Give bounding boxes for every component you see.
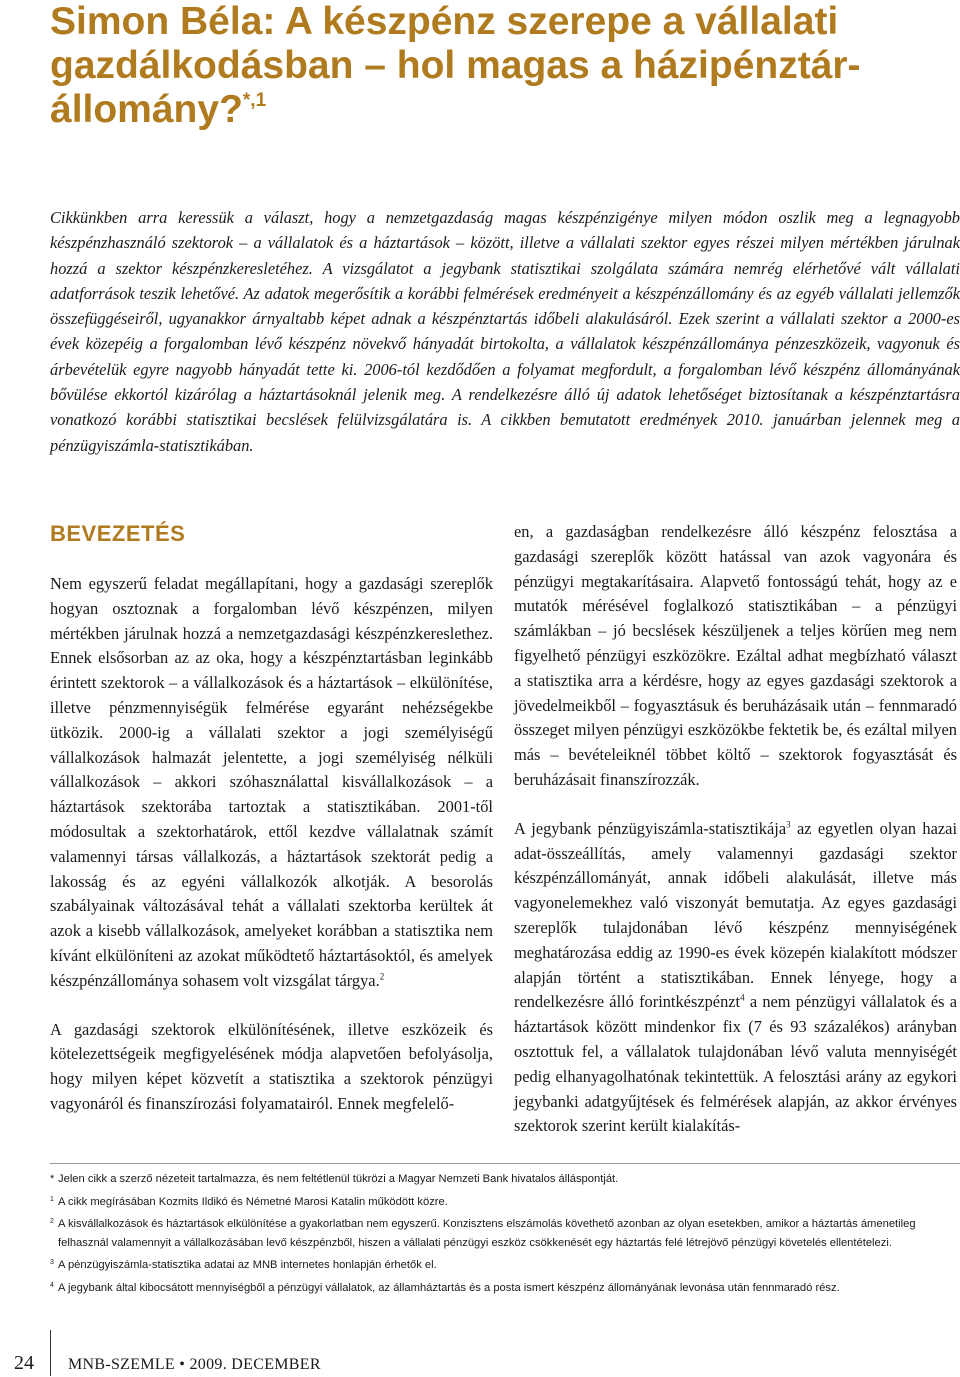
footnote-ref-4: 4 xyxy=(740,992,745,1003)
footnote-text: A jegybank által kibocsátott mennyiségből a pénzügyi vállalatok, az államháztartás és a posta ismert készpénz állományának levonása után fennmaradó rész. xyxy=(58,1281,840,1294)
left-paragraph-1 xyxy=(50,572,493,994)
footnote-text: A pénzügyiszámla-statisztika adatai az MNB internetes honlapján érhetők el. xyxy=(58,1259,437,1271)
footnote-ref-3: 3 xyxy=(786,819,791,830)
footnote-mark: 2 xyxy=(50,1218,54,1225)
footnote-mark: 1 xyxy=(50,1195,54,1203)
footnote-text: A cikk megírásában Kozmits Ildikó és Németné Marosi Katalin működött közre. xyxy=(58,1195,448,1208)
page-footer xyxy=(0,1352,600,1376)
right-paragraph-2-text-c: a nem pénzügyi vállalatok és a háztartások között mindenkor fix (7 és 93 százalékos) arányban osztottuk fel, a vállalatok tulajdonában lévő valuta mennyiségét pedig elhanyagolhatónak tekintettük. A felosztási arány az egykori jegybanki adatgyűjtések és felmérések alapján, az akkor érvényes szektorok szerint került kialakítás- xyxy=(514,992,957,1136)
right-paragraph-1: en, a gazdaságban rendelkezésre álló készpénz felosztása a gazdasági szereplők között hatással van azok vagyonára és pénzügyi megtakarításaira. Alapvető fontosságú tehát, hogy az e mutatók mérésével foglalkozó statisztikában – a pénzügyi számlákban – jó becslések készüljenek a teljes körűen meg nem figyelhető pénzügyi eszközökre. Ezáltal adhat megbízható választ a statisztika arra a kérdésre, hogy az egyes gazdasági szektorok a jövedelmeikből – fogyasztásuk és beruházásaik után – fennmaradó összeget milyen pénzügyi eszközökbe fektetik be, és ezáltal milyen más – bevételeiknél többet költő – szektorok fogyasztását és beruházásait finanszírozzák. xyxy=(514,522,957,789)
footnotes xyxy=(50,1170,960,1301)
footnote-text: Jelen cikk a szerző nézeteit tartalmazza, és nem feltétlenül tükrözi a Magyar Nemzeti Bank hivatalos álláspontját. xyxy=(58,1173,619,1185)
footnote-mark: * xyxy=(50,1173,55,1185)
footer-divider xyxy=(50,1330,51,1376)
footnote-ref-2: 2 xyxy=(379,971,385,982)
title-footnote-mark: *,1 xyxy=(242,90,267,111)
left-paragraph-2: A gazdasági szektorok elkülönítésének, illetve eszközeik és kötelezettségeik megfigyelésének módja alapvetően befolyásolja, hogy milyen képet közvetít a statisztika a szektorok pénzügyi vagyonáról és finanszírozási folyamatairól. Ennek megfelelő- xyxy=(50,1019,493,1113)
article-title xyxy=(50,0,930,132)
footnote xyxy=(50,1256,960,1275)
footnote xyxy=(50,1215,960,1252)
page-number: 24 xyxy=(14,1352,34,1374)
footnote xyxy=(50,1279,960,1298)
right-paragraph-2-text-b: az egyetlen olyan hazai adat-összeállítás, amely valamennyi gazdasági szektor készpénzállományát, annak időbeli alakulását, illetve más vagyonelemekhez való viszonyát bemutatja. Az egyes gazdasági szereplők tulajdonában lévő készpénz mennyiségének meghatározása eddig az 1990-es évek közepén kialakított módszer alapján történt a statisztikában. Ennek lényege, hogy a rendelkezésre álló forintkészpénzt xyxy=(514,818,957,1012)
footnote-mark: 4 xyxy=(50,1281,54,1289)
footnote-divider xyxy=(50,1163,960,1164)
footnote xyxy=(50,1193,960,1212)
right-column xyxy=(514,520,957,1139)
left-paragraph-1-text: Nem egyszerű feladat megállapítani, hogy a gazdasági szereplők hogyan osztoznak a forgalomban lévő készpénzen, milyen mértékben járulnak hozzá a nemzetgazdasági készpénzkereslethez. Ennek elsősorban az az oka, hogy a készpénztartásban leginkább érintett szektorok – a vállalkozások és a háztartások – elkülönítése, illetve pénzmennyiségük felmérése egyaránt nehézségekbe ütközik. 2000-ig a vállalati szektor a jogi személyiségű vállalkozások halmazát jelentette, a jogi személyiség nélküli vállalkozások – akkori szóhasználattal kisvállalkozások – a háztartások szektorába tartoztak a statisztikában. 2001-től módosultak a szektorhatárok, ettől kezdve vállalatnak számít valamennyi társas vállalkozás, a háztartások szektorát pedig a lakosság és az egyéni vállalkozók alkotják. A besorolás szabályainak változásával tehát a vállalati szektorba kerültek át azok a kisebb vállalkozások, amelyeket korábban a statisztika nem kívánt elkülöníteni az azokat működtető háztartásoktól, és amelyek készpénzállománya sohasem volt vizsgálat tárgya. xyxy=(50,574,493,990)
section-heading: BEVEZETÉS xyxy=(50,521,186,546)
article-title-text: Simon Béla: A készpénz szerepe a vállalati gazdálkodásban – hol magas a házipénztár-állomány? xyxy=(50,0,861,131)
right-paragraph-2-text-a: A jegybank pénzügyiszámla-statisztikája xyxy=(514,818,787,838)
footnote xyxy=(50,1170,960,1189)
abstract: Cikkünkben arra keressük a választ, hogy a nemzetgazdaság magas készpénzigénye milyen módon oszlik meg a legnagyobb készpénzhasználó szektorok – a vállalatok és a háztartások – között, illetve a vállalati szektor egyes részei milyen mértékben járulnak hozzá a szektor készpénzkeresletéhez. A vizsgálatot a jegybank statisztikai szolgálata számára nemrég elérhetővé vált vállalati adatforrások teszik lehetővé. Az adatok megerősítik a korábbi felmérések eredményeit a készpénzállomány és az egyéb vállalati jellemzők összefüggéseiről, ugyanakkor árnyaltabb képet adnak a készpénztartás időbeli alakulásáról. Ezek szerint a vállalati szektor a 2000-es évek közepéig a forgalomban lévő készpénz növekvő hányadát birtokolta, a vállalatok készpénzállománya pénzeszközeik, vagyonuk és árbevételük egyre nagyobb hányadát tette ki. 2006-tól kezdődően a folyamat megfordult, a forgalomban lévő készpénz állományának bővülése ekkortól kizárólag a háztartásoknál jelenik meg. A rendelkezésre álló új adatok lehetőséget biztosítanak a készpénztartásra vonatkozó korábbi statisztikai becslések felülvizsgálatára is. A cikkben bemutatott eredmények 2010. januárban jelennek meg a pénzügyiszámla-statisztikában. xyxy=(50,208,960,455)
journal-name: MNB-SZEMLE • 2009. DECEMBER xyxy=(68,1356,321,1373)
footnote-text: A kisvállalkozások és háztartások elkülönítése a gyakorlatban nem egyszerű. Konzisztens elszámolás követhető azonban az olyan esetekben, amikor a háztartás ámenetileg felhasznál valamennyit a vállalkozásában levő készpénzből, hiszen a vállalati pénzügyi eszköz csökkenését egy háztartás felé létrejövő pénzügyi követelés ellentételezi. xyxy=(58,1218,916,1249)
right-paragraph-2 xyxy=(514,817,957,1139)
footnote-mark: 3 xyxy=(50,1259,54,1266)
left-column xyxy=(50,520,493,1117)
